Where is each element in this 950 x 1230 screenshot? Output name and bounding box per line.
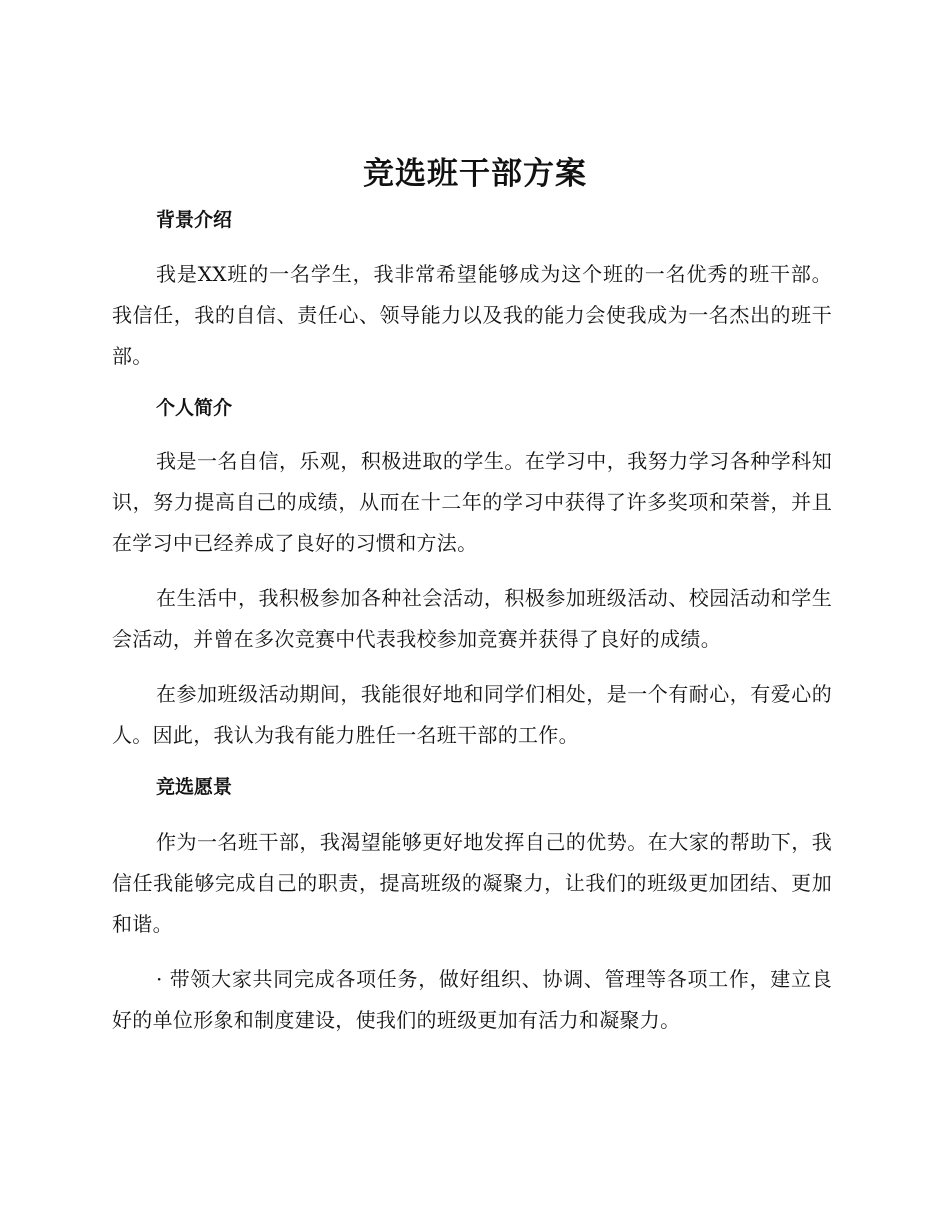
document-title: 竞选班干部方案 bbox=[363, 156, 587, 192]
paragraph-profile-study: 我是一名自信，乐观，积极进取的学生。在学习中，我努力学习各种学科知识，努力提高自己的成绩，从而在十二年的学习中获得了许多奖项和荣誉，并且在学习中已经养成了良好的习惯和方法。 bbox=[112, 449, 832, 555]
section-heading-background: 背景介绍 bbox=[156, 209, 233, 231]
document-body bbox=[112, 199, 832, 1041]
paragraph-profile-life: 在生活中，我积极参加各种社会活动，积极参加班级活动、校园活动和学生会活动，并曾在多次竞赛中代表我校参加竞赛并获得了良好的成绩。 bbox=[112, 586, 832, 651]
paragraph-profile-activities: 在参加班级活动期间，我能很好地和同学们相处，是一个有耐心，有爱心的人。因此，我认为我有能力胜任一名班干部的工作。 bbox=[112, 682, 832, 747]
section-heading-profile: 个人简介 bbox=[156, 397, 233, 419]
bullet-item-vision: · 带领大家共同完成各项任务，做好组织、协调、管理等各项工作，建立良好的单位形象和制度建设，使我们的班级更加有活力和凝聚力。 bbox=[112, 967, 832, 1032]
section-heading-vision: 竞选愿景 bbox=[156, 776, 233, 798]
paragraph-background: 我是XX班的一名学生，我非常希望能够成为这个班的一名优秀的班干部。我信任，我的自信、责任心、领导能力以及我的能力会使我成为一名杰出的班干部。 bbox=[112, 262, 832, 368]
paragraph-vision: 作为一名班干部，我渴望能够更好地发挥自己的优势。在大家的帮助下，我信任我能够完成自己的职责，提高班级的凝聚力，让我们的班级更加团结、更加和谐。 bbox=[112, 830, 832, 936]
